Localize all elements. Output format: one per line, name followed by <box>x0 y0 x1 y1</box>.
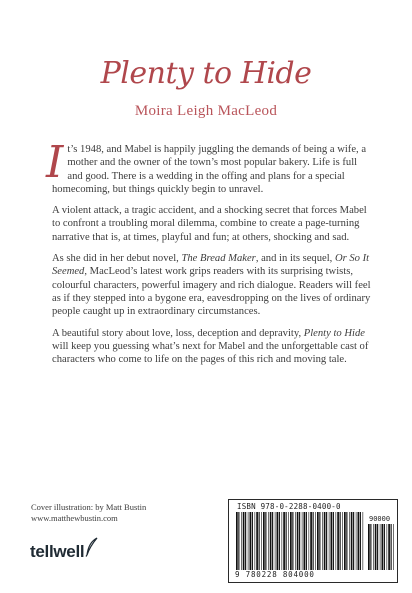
book-title: Plenty to Hide <box>100 56 312 91</box>
text-run: , MacLeod’s latest work grips readers with its surprising twists, colourful characters, powerful imagery and rich dialogue. Readers will feel as if they stepped into a bygone era, eavesdropping on the lives of ordinary people caught up in extraordinary circumstances. <box>52 266 371 318</box>
price-code: 90000 <box>369 515 391 523</box>
book-title-reference: The Bread Maker <box>181 253 256 265</box>
text-run: , and in its sequel, <box>255 253 335 265</box>
blurb-paragraph-3 <box>52 252 372 318</box>
drop-cap: I <box>46 137 64 188</box>
blurb <box>46 137 372 374</box>
barcode-bars <box>236 512 364 570</box>
addon-barcode-bars <box>368 524 395 570</box>
quill-icon <box>85 537 99 557</box>
blurb-paragraph-1 <box>46 137 372 196</box>
credit-url: www.matthewbustin.com <box>31 513 118 523</box>
credit-line: Cover illustration: by Matt Bustin <box>31 502 147 512</box>
blurb-paragraph-1-text: t’s 1948, and Mabel is happily juggling the demands of being a wife, a mother and the owner of the town’s most popular bakery. Life is full and good. There is a wedding in the offing and plans for a special homecoming, but things quickly begin to unravel. <box>52 144 367 195</box>
publisher-name: tellwell <box>30 542 85 561</box>
blurb-paragraph-2: A violent attack, a tragic accident, and a shocking secret that forces Mabel to confront a troubling moral dilemma, combine to create a page-turning narrative that is, at times, playful and fun; at others, shocking and sad. <box>52 205 367 243</box>
isbn-label: ISBN 978-0-2288-0400-0 <box>237 502 341 511</box>
publisher-logo <box>30 537 99 561</box>
illustration-credit <box>31 502 146 524</box>
text-run: A beautiful story about love, loss, deception and depravity, <box>52 327 304 339</box>
isbn-barcode <box>228 499 398 583</box>
book-title-reference: Plenty to Hide <box>303 327 365 339</box>
book-title-reference: Or So It Seemed <box>52 253 370 278</box>
text-run: will keep you guessing what’s next for Mabel and the unforgettable cast of characters who come to life on the pages of this rich and moving tale. <box>52 340 369 366</box>
text-run: As she did in her debut novel, <box>52 253 182 265</box>
barcode-digits: 9 780228 804000 <box>235 570 315 579</box>
blurb-paragraph-4 <box>52 327 372 367</box>
author-name: Moira Leigh MacLeod <box>134 103 278 119</box>
